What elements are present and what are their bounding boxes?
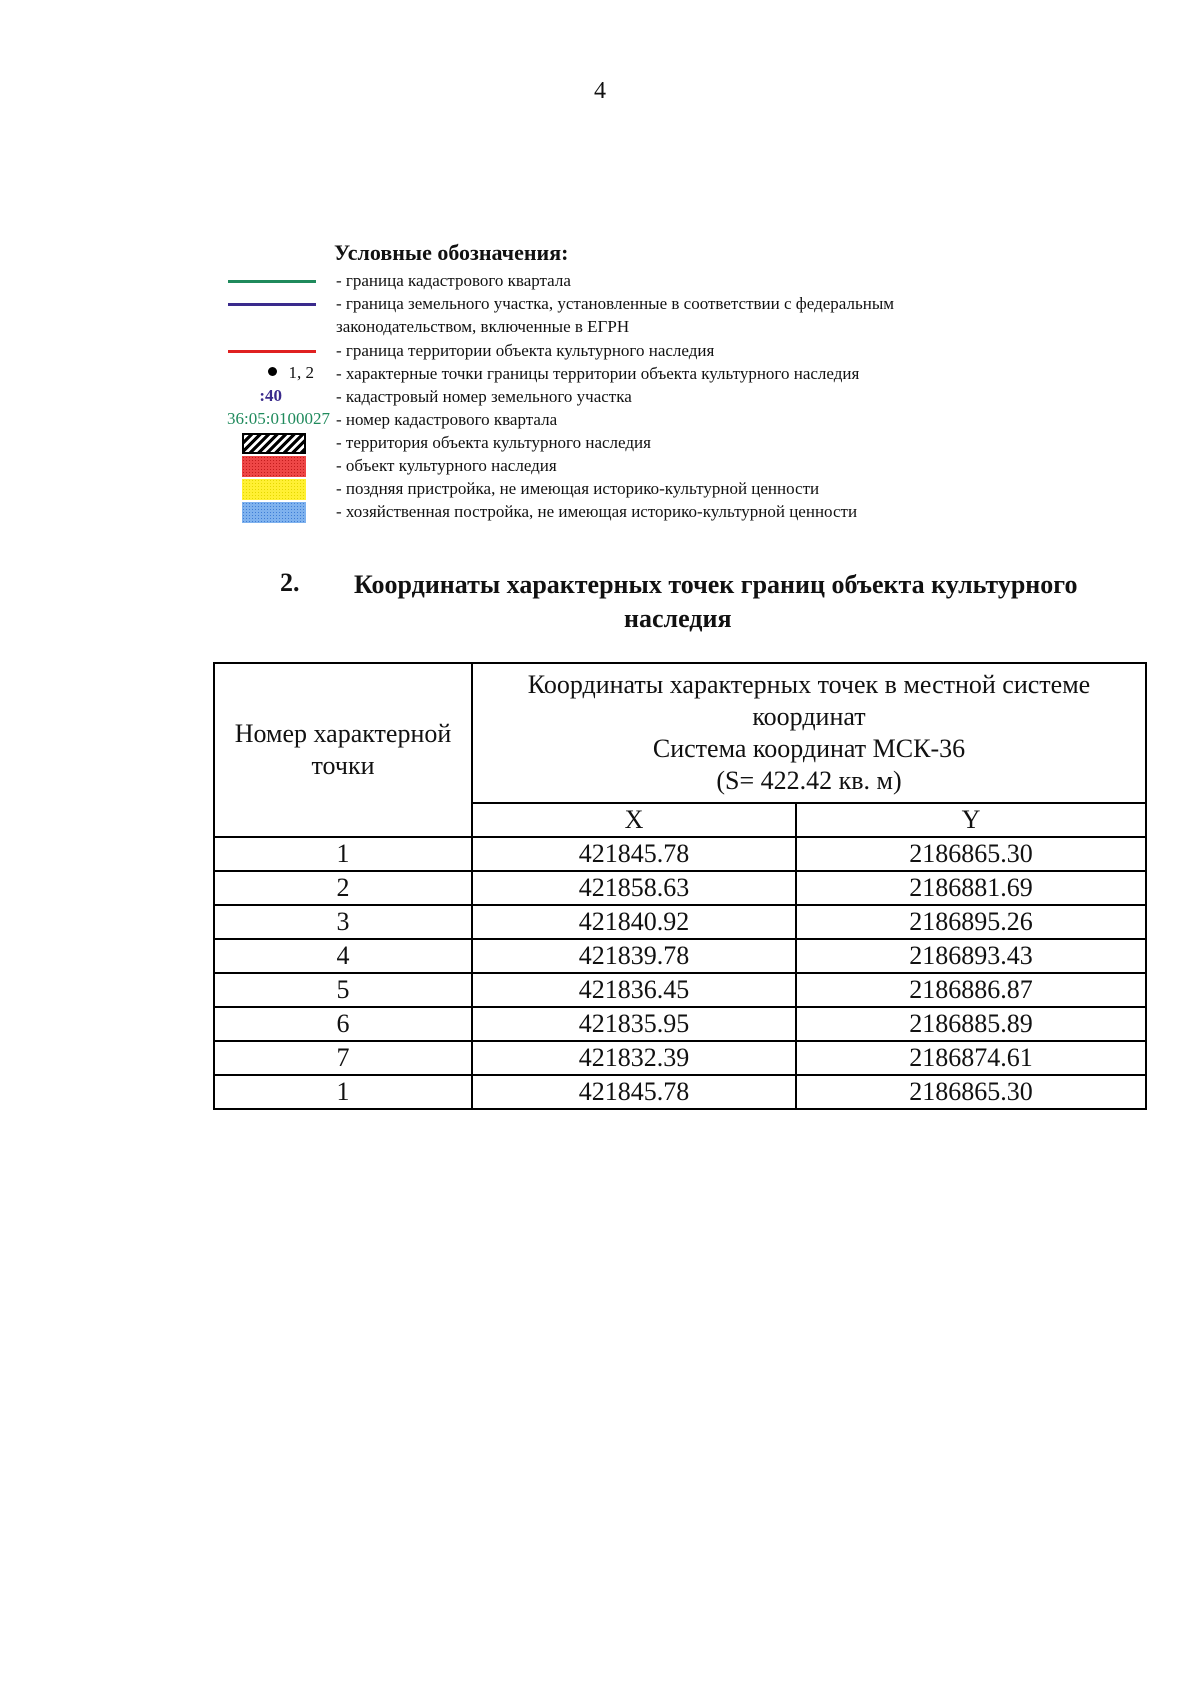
header-point-number: Номер характерной точки <box>214 663 472 837</box>
green-line-symbol <box>228 280 316 283</box>
legend-text: - поздняя пристройка, не имеющая историко-культурной ценности <box>336 479 820 498</box>
legend-item-land-plot-boundary <box>200 293 1100 336</box>
table-row <box>214 1041 1146 1075</box>
x-cell: 421858.63 <box>472 871 796 905</box>
hatched-swatch <box>242 433 306 454</box>
legend-item-land-cadastral-number <box>200 386 1100 408</box>
header-system-line1: Координаты характерных точек в местной системе <box>527 670 1091 699</box>
legend-text-continued: законодательством, включенные в ЕГРН <box>336 317 630 336</box>
yellow-swatch <box>242 479 306 500</box>
y-cell: 2186893.43 <box>796 939 1146 973</box>
legend-item-heritage-territory-boundary <box>200 340 1100 362</box>
legend-item-utility-building <box>200 501 1100 523</box>
header-system-line3: Система координат МСК-36 <box>652 734 966 763</box>
x-cell: 421839.78 <box>472 939 796 973</box>
legend-text: - территория объекта культурного наследия <box>336 433 651 452</box>
table-row <box>214 939 1146 973</box>
legend-text: - граница территории объекта культурного наследия <box>336 341 715 360</box>
x-cell: 421840.92 <box>472 905 796 939</box>
x-cell: 421832.39 <box>472 1041 796 1075</box>
legend-item-quarter-number <box>200 409 1100 431</box>
section-number: 2. <box>280 568 300 597</box>
quarter-number-symbol: 36:05:0100027 <box>227 409 330 428</box>
table-row <box>214 837 1146 871</box>
y-cell: 2186881.69 <box>796 871 1146 905</box>
section-title-line2: наследия <box>624 604 732 633</box>
legend-item-heritage-territory <box>200 432 1100 454</box>
table-row <box>214 905 1146 939</box>
x-cell: 421835.95 <box>472 1007 796 1041</box>
coordinates-table <box>213 662 1147 1110</box>
cadastral-number-symbol: :40 <box>259 386 282 405</box>
legend-item-heritage-object <box>200 455 1100 477</box>
section-title-line1: Координаты характерных точек границ объекта культурного <box>354 570 1078 599</box>
red-line-symbol <box>228 350 316 353</box>
header-y: Y <box>796 803 1146 837</box>
y-cell: 2186886.87 <box>796 973 1146 1007</box>
table-row <box>214 871 1146 905</box>
red-swatch <box>242 456 306 477</box>
section-title <box>354 568 1154 636</box>
point-cell: 7 <box>214 1041 472 1075</box>
x-cell: 421845.78 <box>472 837 796 871</box>
point-dot-icon <box>268 367 277 376</box>
header-coordinate-system <box>472 663 1146 803</box>
legend-text: - хозяйственная постройка, не имеющая историко-культурной ценности <box>336 502 858 521</box>
header-system-line2: координат <box>752 702 866 731</box>
legend-text: - граница земельного участка, установленные в соответствии с федеральным <box>336 294 895 313</box>
table-row <box>214 1007 1146 1041</box>
y-cell: 2186874.61 <box>796 1041 1146 1075</box>
header-system-line4: (S= 422.42 кв. м) <box>716 766 902 795</box>
x-cell: 421845.78 <box>472 1075 796 1109</box>
legend-text: - объект культурного наследия <box>336 456 557 475</box>
legend-item-late-extension <box>200 478 1100 500</box>
y-cell: 2186865.30 <box>796 837 1146 871</box>
legend-item-characteristic-points <box>200 363 1100 385</box>
point-cell: 1 <box>214 1075 472 1109</box>
legend-title: Условные обозначения: <box>334 240 569 265</box>
page-number: 4 <box>594 78 606 104</box>
table-row <box>214 973 1146 1007</box>
table-row <box>214 1075 1146 1109</box>
purple-line-symbol <box>228 303 316 306</box>
point-symbol-label: 1, 2 <box>288 363 314 382</box>
point-cell: 4 <box>214 939 472 973</box>
y-cell: 2186895.26 <box>796 905 1146 939</box>
point-cell: 1 <box>214 837 472 871</box>
header-x: X <box>472 803 796 837</box>
legend-text: - кадастровый номер земельного участка <box>336 387 632 406</box>
point-cell: 6 <box>214 1007 472 1041</box>
point-cell: 5 <box>214 973 472 1007</box>
point-cell: 3 <box>214 905 472 939</box>
legend-text: - характерные точки границы территории объекта культурного наследия <box>336 364 860 383</box>
x-cell: 421836.45 <box>472 973 796 1007</box>
y-cell: 2186865.30 <box>796 1075 1146 1109</box>
legend-text: - граница кадастрового квартала <box>336 271 571 290</box>
point-cell: 2 <box>214 871 472 905</box>
legend-text: - номер кадастрового квартала <box>336 410 558 429</box>
legend-item-quarter-boundary <box>200 270 1100 292</box>
blue-swatch <box>242 502 306 523</box>
y-cell: 2186885.89 <box>796 1007 1146 1041</box>
